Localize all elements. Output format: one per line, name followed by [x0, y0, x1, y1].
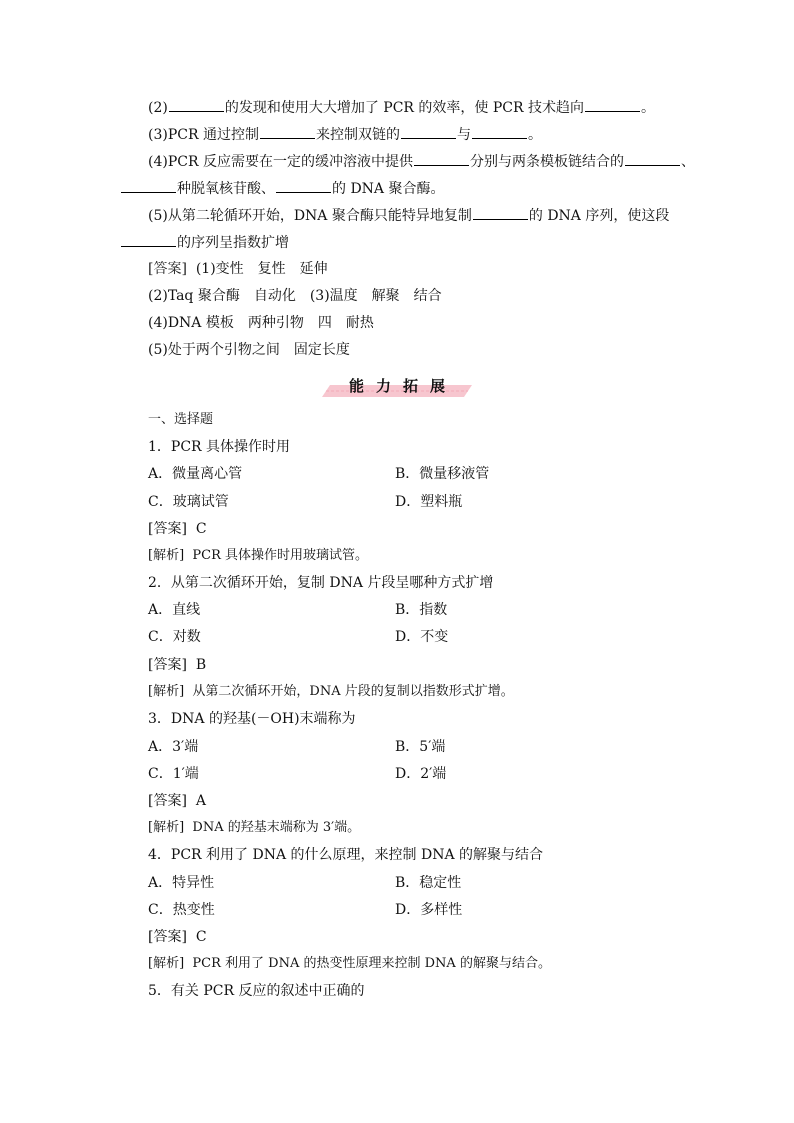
option-b: B．稳定性: [395, 875, 462, 891]
fill-answer-line-3: [148, 314, 374, 332]
answer-text: (1)变性 复性 延伸: [195, 261, 328, 277]
question-text: 。: [641, 100, 655, 116]
option-d: D．不变: [395, 629, 449, 645]
option-a: A．特异性: [148, 875, 215, 891]
analysis-text: 从第二次循环开始，DNA 片段的复制以指数形式扩增。: [192, 684, 514, 699]
option-c: C．玻璃试管: [148, 494, 229, 510]
analysis-tag: [解析]: [148, 820, 185, 835]
option-d: D．多样性: [395, 902, 463, 918]
option-b: B．5′端: [395, 739, 446, 755]
fill-question-5: [148, 205, 669, 225]
question-stem: 4．PCR 利用了 DNA 的什么原理，来控制 DNA 的解聚与结合: [148, 847, 543, 863]
analysis-line: [148, 819, 360, 837]
question-text: 的序列呈指数扩增: [177, 235, 289, 251]
fill-question-3: [148, 124, 542, 144]
answer-tag: [答案]: [148, 793, 187, 809]
option-b: B．微量移液管: [395, 466, 490, 482]
analysis-line: [148, 547, 368, 565]
answer-blank: [401, 124, 456, 139]
fill-answer-line-2: [148, 287, 442, 305]
option-b: B．指数: [395, 602, 448, 618]
answer-blank: [585, 97, 640, 112]
question-stem: 5．有关 PCR 反应的叙述中正确的: [148, 983, 365, 999]
answer-blank: [121, 178, 176, 193]
analysis-text: PCR 具体操作时用玻璃试管。: [192, 548, 369, 563]
answer-blank: [625, 151, 680, 166]
option-c: C．对数: [148, 629, 201, 645]
question-stem: 1．PCR 具体操作时用: [148, 439, 291, 455]
answer-line: [148, 520, 207, 538]
question-text: (5)从第二轮循环开始，DNA 聚合酶只能特异地复制: [148, 208, 472, 224]
question-text: (2): [148, 100, 168, 116]
option-a: A．微量离心管: [148, 466, 243, 482]
section-banner: [322, 373, 472, 399]
question-text: 来控制双链的: [315, 127, 400, 143]
answer-line: [148, 928, 207, 946]
answer-blank: [121, 232, 176, 247]
analysis-tag: [解析]: [148, 956, 185, 971]
question-text: 种脱氧核苷酸、: [177, 181, 275, 197]
answer-text: (5)处于两个引物之间 固定长度: [148, 342, 350, 358]
answer-text: (4)DNA 模板 两种引物 四 耐热: [148, 315, 374, 331]
question-text: 的 DNA 聚合酶。: [332, 181, 445, 197]
question-text: (3)PCR 通过控制: [148, 127, 259, 143]
option-c: C．热变性: [148, 902, 215, 918]
question-text: 的 DNA 序列，使这段: [528, 208, 670, 224]
answer-text: A: [195, 793, 206, 809]
answer-tag: [答案]: [148, 521, 187, 537]
option-a: A．直线: [148, 602, 201, 618]
answer-blank: [473, 205, 528, 220]
answer-blank: [414, 151, 469, 166]
option-d: D．塑料瓶: [395, 494, 463, 510]
answer-line: [148, 792, 206, 810]
question-text: 。: [527, 127, 542, 143]
fill-question-4: [148, 151, 695, 171]
answer-text: C: [195, 929, 207, 945]
answer-tag: [答案]: [148, 261, 187, 277]
question-stem: 3．DNA 的羟基(－OH)末端称为: [148, 711, 356, 727]
answer-text: C: [195, 521, 207, 537]
question-text: (4)PCR 反应需要在一定的缓冲溶液中提供: [148, 154, 413, 170]
question-text: 的发现和使用大大增加了 PCR 的效率，使 PCR 技术趋向: [224, 100, 584, 116]
section-title: 能力拓展: [348, 377, 457, 395]
option-a: A．3′端: [148, 739, 199, 755]
analysis-line: [148, 683, 514, 701]
option-c: C．1′端: [148, 766, 199, 782]
question-text: 分别与两条模板链结合的: [469, 154, 624, 170]
analysis-tag: [解析]: [148, 684, 185, 699]
answer-text: (2)Taq 聚合酶 自动化 (3)温度 解聚 结合: [148, 288, 442, 304]
analysis-line: [148, 955, 551, 973]
question-stem: 2．从第二次循环开始，复制 DNA 片段呈哪种方式扩增: [148, 575, 494, 591]
answer-text: B: [195, 657, 207, 673]
answer-blank: [260, 124, 315, 139]
fill-question-4-cont: [120, 178, 445, 198]
analysis-text: DNA 的羟基末端称为 3′端。: [192, 820, 361, 835]
analysis-text: PCR 利用了 DNA 的热变性原理来控制 DNA 的解聚与结合。: [192, 956, 551, 971]
option-d: D．2′端: [395, 766, 447, 782]
fill-answer-line-4: [148, 341, 350, 359]
answer-line: [148, 656, 206, 674]
fill-question-5-cont: [120, 232, 289, 252]
answer-tag: [答案]: [148, 929, 187, 945]
part-heading: 一、选择题: [148, 412, 214, 427]
answer-blank: [276, 178, 331, 193]
answer-tag: [答案]: [148, 657, 187, 673]
fill-answer-line-1: [148, 260, 328, 278]
analysis-tag: [解析]: [148, 548, 185, 563]
fill-question-2: [148, 97, 655, 117]
question-text: 与: [456, 127, 471, 143]
answer-blank: [472, 124, 527, 139]
question-text: 、: [680, 154, 695, 170]
answer-blank: [169, 97, 224, 112]
